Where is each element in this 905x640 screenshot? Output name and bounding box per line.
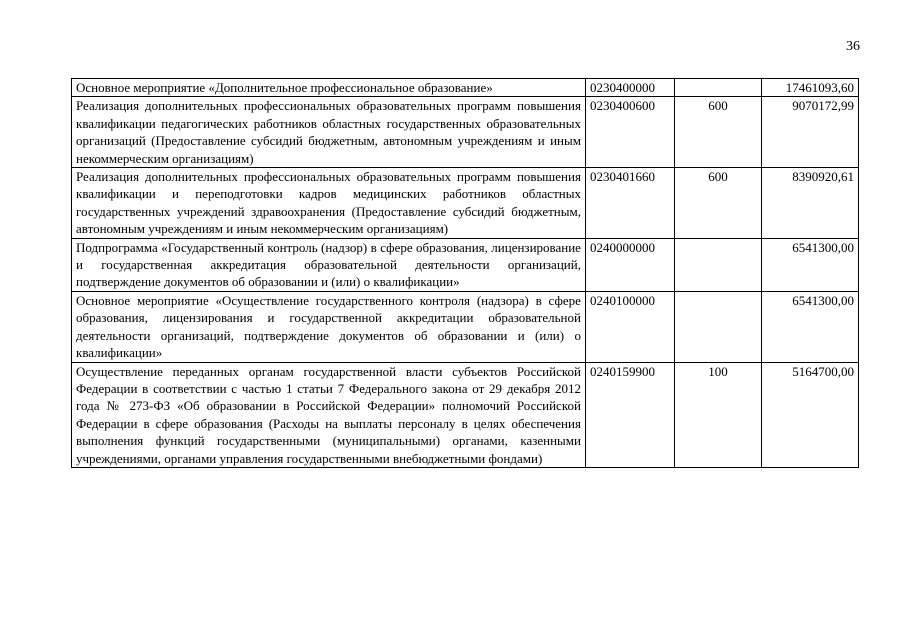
row-expense-type [675,238,761,291]
table-row [72,238,859,291]
table-row [72,362,859,467]
row-name: Основное мероприятие «Дополнительное профессиональное образование» [72,79,586,97]
row-name: Осуществление переданных органам государственной власти субъектов Российской Федерации в соответствии с частью 1 статьи 7 Федерального закона от 29 декабря 2012 года № 273-ФЗ «Об образовании в Российской Федерации» полномочий Российской Федерации в сфере образования (Расходы на выплаты персоналу в целях обеспечения выполнения функций государственными (муниципальными) органами, казенными учреждениями, органами управления государственными внебюджетными фондами) [72,362,586,467]
row-expense-type [675,79,761,97]
table-row [72,79,859,97]
row-expense-type: 600 [675,97,761,168]
row-code: 0230400000 [585,79,674,97]
table-row [72,168,859,239]
row-sum: 17461093,60 [761,79,858,97]
row-expense-type: 100 [675,362,761,467]
table-row [72,291,859,362]
row-code: 0240100000 [585,291,674,362]
row-name: Подпрограмма «Государственный контроль (надзор) в сфере образования, лицензирование и государственная аккредитация образовательной деятельности организаций, подтверждение документов об образовании и (или) о квалификации» [72,238,586,291]
row-code: 0230400600 [585,97,674,168]
row-sum: 6541300,00 [761,238,858,291]
row-expense-type: 600 [675,168,761,239]
row-code: 0240000000 [585,238,674,291]
row-expense-type [675,291,761,362]
row-sum: 8390920,61 [761,168,858,239]
row-sum: 5164700,00 [761,362,858,467]
row-sum: 9070172,99 [761,97,858,168]
budget-table [71,78,859,468]
row-code: 0230401660 [585,168,674,239]
row-name: Реализация дополнительных профессиональных образовательных программ повышения квалификации и переподготовки кадров медицинских работников областных государственных учреждений здравоохранения (Предоставление субсидий бюджетным, автономным учреждениям и иным некоммерческим организациям) [72,168,586,239]
row-code: 0240159900 [585,362,674,467]
row-name: Основное мероприятие «Осуществление государственного контроля (надзора) в сфере образования, лицензирования и государственной аккредитации образовательной деятельности организаций, подтверждение документов об образовании и (или) о квалификации» [72,291,586,362]
row-name: Реализация дополнительных профессиональных образовательных программ повышения квалификации педагогических работников областных государственных образовательных организаций (Предоставление субсидий бюджетным, автономным учреждениям и иным некоммерческим организациям) [72,97,586,168]
row-sum: 6541300,00 [761,291,858,362]
table-row [72,97,859,168]
page-number: 36 [846,39,860,54]
